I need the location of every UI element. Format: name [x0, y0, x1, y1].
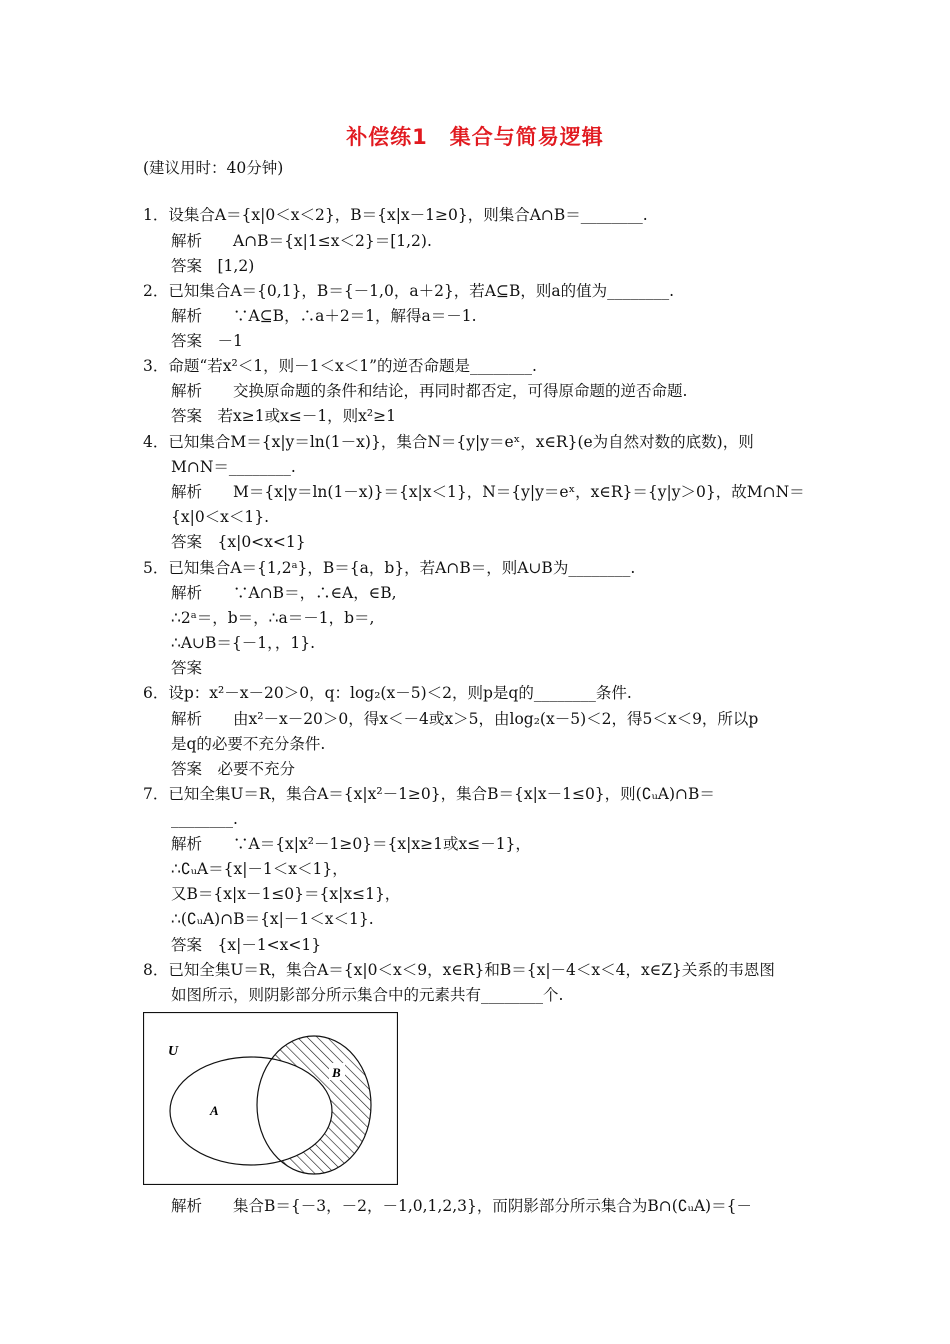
venn-diagram	[143, 1012, 398, 1185]
problem-6-question: 6．设p：x²－x－20＞0，q：log₂(x－5)＜2，则p是q的________条件.	[143, 684, 632, 702]
problem-7-question: 7．已知全集U＝R，集合A＝{x|x²－1≥0}，集合B＝{x|x－1≤0}，则(∁ᵤA)∩B＝	[143, 785, 715, 803]
set-a-label: A	[210, 1103, 219, 1118]
problem-3-question: 3．命题“若x²＜1，则－1＜x＜1”的逆否命题是________.	[143, 357, 537, 375]
problem-8-analysis: 解析 集合B＝{－3，－2，－1,0,1,2,3}，而阴影部分所示集合为B∩(∁ᵤA)＝{－	[171, 1197, 752, 1215]
problem-4-question-cont: M∩N＝________.	[171, 458, 296, 476]
problem-8-question-cont: 如图所示，则阴影部分所示集合中的元素共有________个.	[171, 986, 564, 1004]
problem-3-answer: 答案 若x≥1或x≤－1，则x²≥1	[171, 407, 396, 425]
problem-5-analysis-line-3: ∴A∪B＝{－1，，1}.	[171, 634, 316, 652]
problem-6-analysis-cont: 是q的必要不充分条件.	[171, 735, 326, 753]
problem-5-analysis: 解析 ∵A∩B＝，∴∈A，∈B,	[171, 584, 397, 602]
problem-6-answer: 答案 必要不充分	[171, 760, 296, 778]
problem-2-question: 2．已知集合A＝{0,1}，B＝{－1,0，a＋2}，若A⊆B，则a的值为________.	[143, 282, 675, 300]
problem-5-answer: 答案	[171, 659, 203, 677]
problem-2-analysis: 解析 ∵A⊆B，∴a＋2＝1，解得a＝－1.	[171, 307, 477, 325]
problem-1-question: 1．设集合A＝{x|0＜x＜2}，B＝{x|x－1≥0}，则集合A∩B＝________.	[143, 206, 648, 224]
problem-7-answer: 答案 {x|－1<x<1}	[171, 936, 322, 954]
problem-5-question: 5．已知集合A＝{1,2ᵃ}，B＝{a，b}，若A∩B＝，则A∪B为________.	[143, 559, 636, 577]
problem-7-question-cont: ________.	[171, 810, 238, 828]
universe-label: U	[168, 1044, 179, 1059]
problem-7-analysis: 解析 ∵A＝{x|x²－1≥0}＝{x|x≥1或x≤－1}，	[171, 835, 531, 853]
problem-5-analysis-line-2: ∴2ᵃ＝，b＝，∴a＝－1，b＝,	[171, 609, 375, 627]
problem-1-answer: 答案 [1,2)	[171, 257, 255, 275]
problem-2-answer: 答案 －1	[171, 332, 243, 350]
problem-4-question: 4．已知集合M＝{x|y＝ln(1－x)}，集合N＝{y|y＝eˣ，x∈R}(e为自然对数的底数)，则	[143, 433, 754, 451]
problem-4-analysis: 解析 M＝{x|y＝ln(1－x)}＝{x|x＜1}，N＝{y|y＝eˣ，x∈R}＝{y|y＞0}，故M∩N＝	[171, 483, 805, 501]
problem-7-analysis-line-3: 又B＝{x|x－1≤0}＝{x|x≤1}，	[171, 885, 401, 903]
page-title: 补偿练1 集合与简易逻辑	[346, 125, 604, 149]
set-b-label: B	[332, 1065, 341, 1080]
problem-1-analysis: 解析 A∩B＝{x|1≤x＜2}＝[1,2).	[171, 232, 432, 250]
problem-6-analysis: 解析 由x²－x－20＞0，得x＜－4或x＞5，由log₂(x－5)＜2，得5＜x＜9，所以p	[171, 710, 759, 728]
problem-8-question: 8．已知全集U＝R，集合A＝{x|0＜x＜9，x∈R}和B＝{x|－4＜x＜4，x∈Z}关系的韦恩图	[143, 961, 775, 979]
problem-4-analysis-cont: {x|0＜x＜1}.	[171, 508, 270, 526]
problem-3-analysis: 解析 交换原命题的条件和结论，再同时都否定，可得原命题的逆否命题.	[171, 382, 688, 400]
time-note: (建议用时：40分钟)	[143, 159, 284, 177]
problem-7-analysis-line-2: ∴∁ᵤA＝{x|－1＜x＜1}，	[171, 860, 348, 878]
problem-4-answer: 答案 {x|0<x<1}	[171, 533, 306, 551]
problem-7-analysis-line-4: ∴(∁ᵤA)∩B＝{x|－1＜x＜1}.	[171, 910, 374, 928]
